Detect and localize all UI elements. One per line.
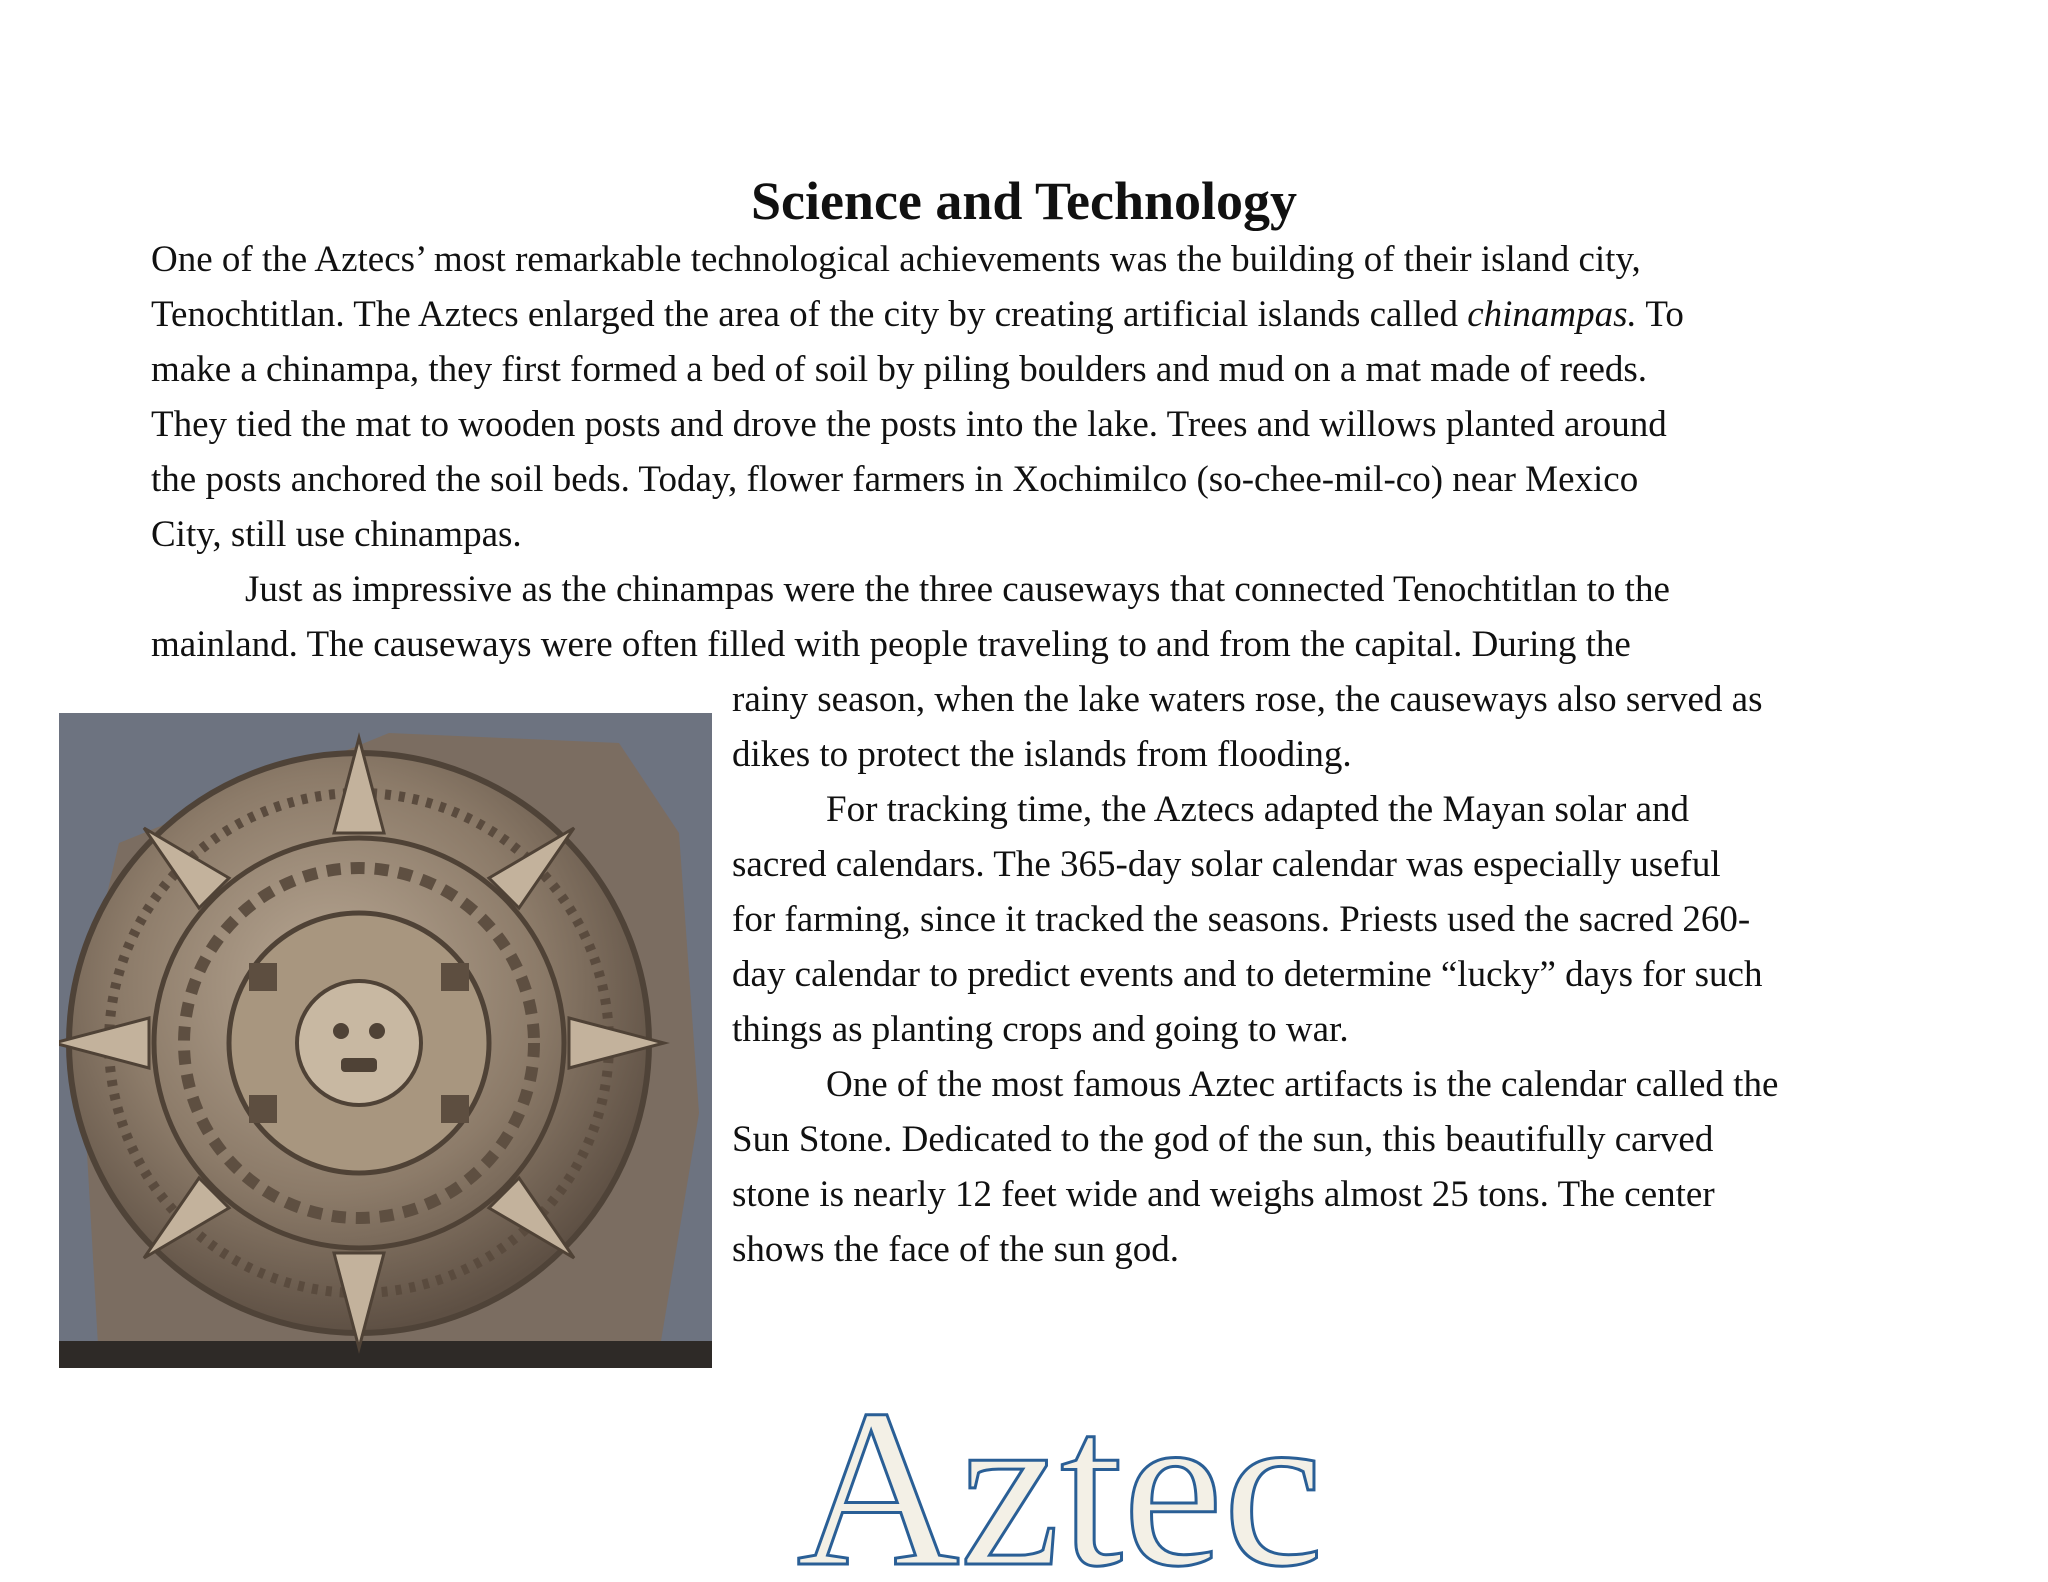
text-line: for farming, since it tracked the seasons. Priests used the sacred 260- [732, 899, 1751, 940]
text-line: City, still use chinampas. [151, 514, 522, 555]
svg-text:Aztec: Aztec [796, 1370, 1324, 1580]
wrapped-text-column [732, 672, 1932, 1277]
text-line: things as planting crops and going to war. [732, 1009, 1349, 1050]
chinampas-term: chinampas. [1467, 294, 1637, 335]
text-line: Just as impressive as the chinampas were the three causeways that connected Tenochtitlan to the [245, 569, 1670, 610]
text-line: stone is nearly 12 feet wide and weighs almost 25 tons. The center [732, 1174, 1715, 1215]
aztec-wordmark [740, 1370, 1380, 1580]
page-title: Science and Technology [750, 171, 1298, 232]
text-line: dikes to protect the islands from flooding. [732, 734, 1352, 775]
sun-stone-photo [59, 713, 712, 1368]
text-line: One of the Aztecs’ most remarkable technological achievements was the building of their island city, [151, 239, 1641, 280]
text-line: shows the face of the sun god. [732, 1229, 1179, 1270]
text-line: the posts anchored the soil beds. Today, flower farmers in Xochimilco (so-chee-mil-co) near Mexico [151, 459, 1639, 500]
text-line: Sun Stone. Dedicated to the god of the sun, this beautifully carved [732, 1119, 1714, 1160]
text-line: For tracking time, the Aztecs adapted the Mayan solar and [826, 789, 1690, 830]
text-line: Tenochtitlan. The Aztecs enlarged the area of the city by creating artificial islands called chinampas. To [151, 294, 1684, 335]
text-line: day calendar to predict events and to determine “lucky” days for such [732, 954, 1763, 995]
text-line: They tied the mat to wooden posts and drove the posts into the lake. Trees and willows planted around [151, 404, 1667, 445]
text-line: mainland. The causeways were often filled with people traveling to and from the capital. During the [151, 624, 1631, 665]
text-line: One of the most famous Aztec artifacts is the calendar called the [826, 1064, 1779, 1105]
text-line: make a chinampa, they first formed a bed of soil by piling boulders and mud on a mat made of reeds. [151, 349, 1648, 390]
text-line: rainy season, when the lake waters rose, the causeways also served as [732, 679, 1763, 720]
paragraph-1 [151, 232, 1931, 672]
text-line: sacred calendars. The 365-day solar calendar was especially useful [732, 844, 1721, 885]
